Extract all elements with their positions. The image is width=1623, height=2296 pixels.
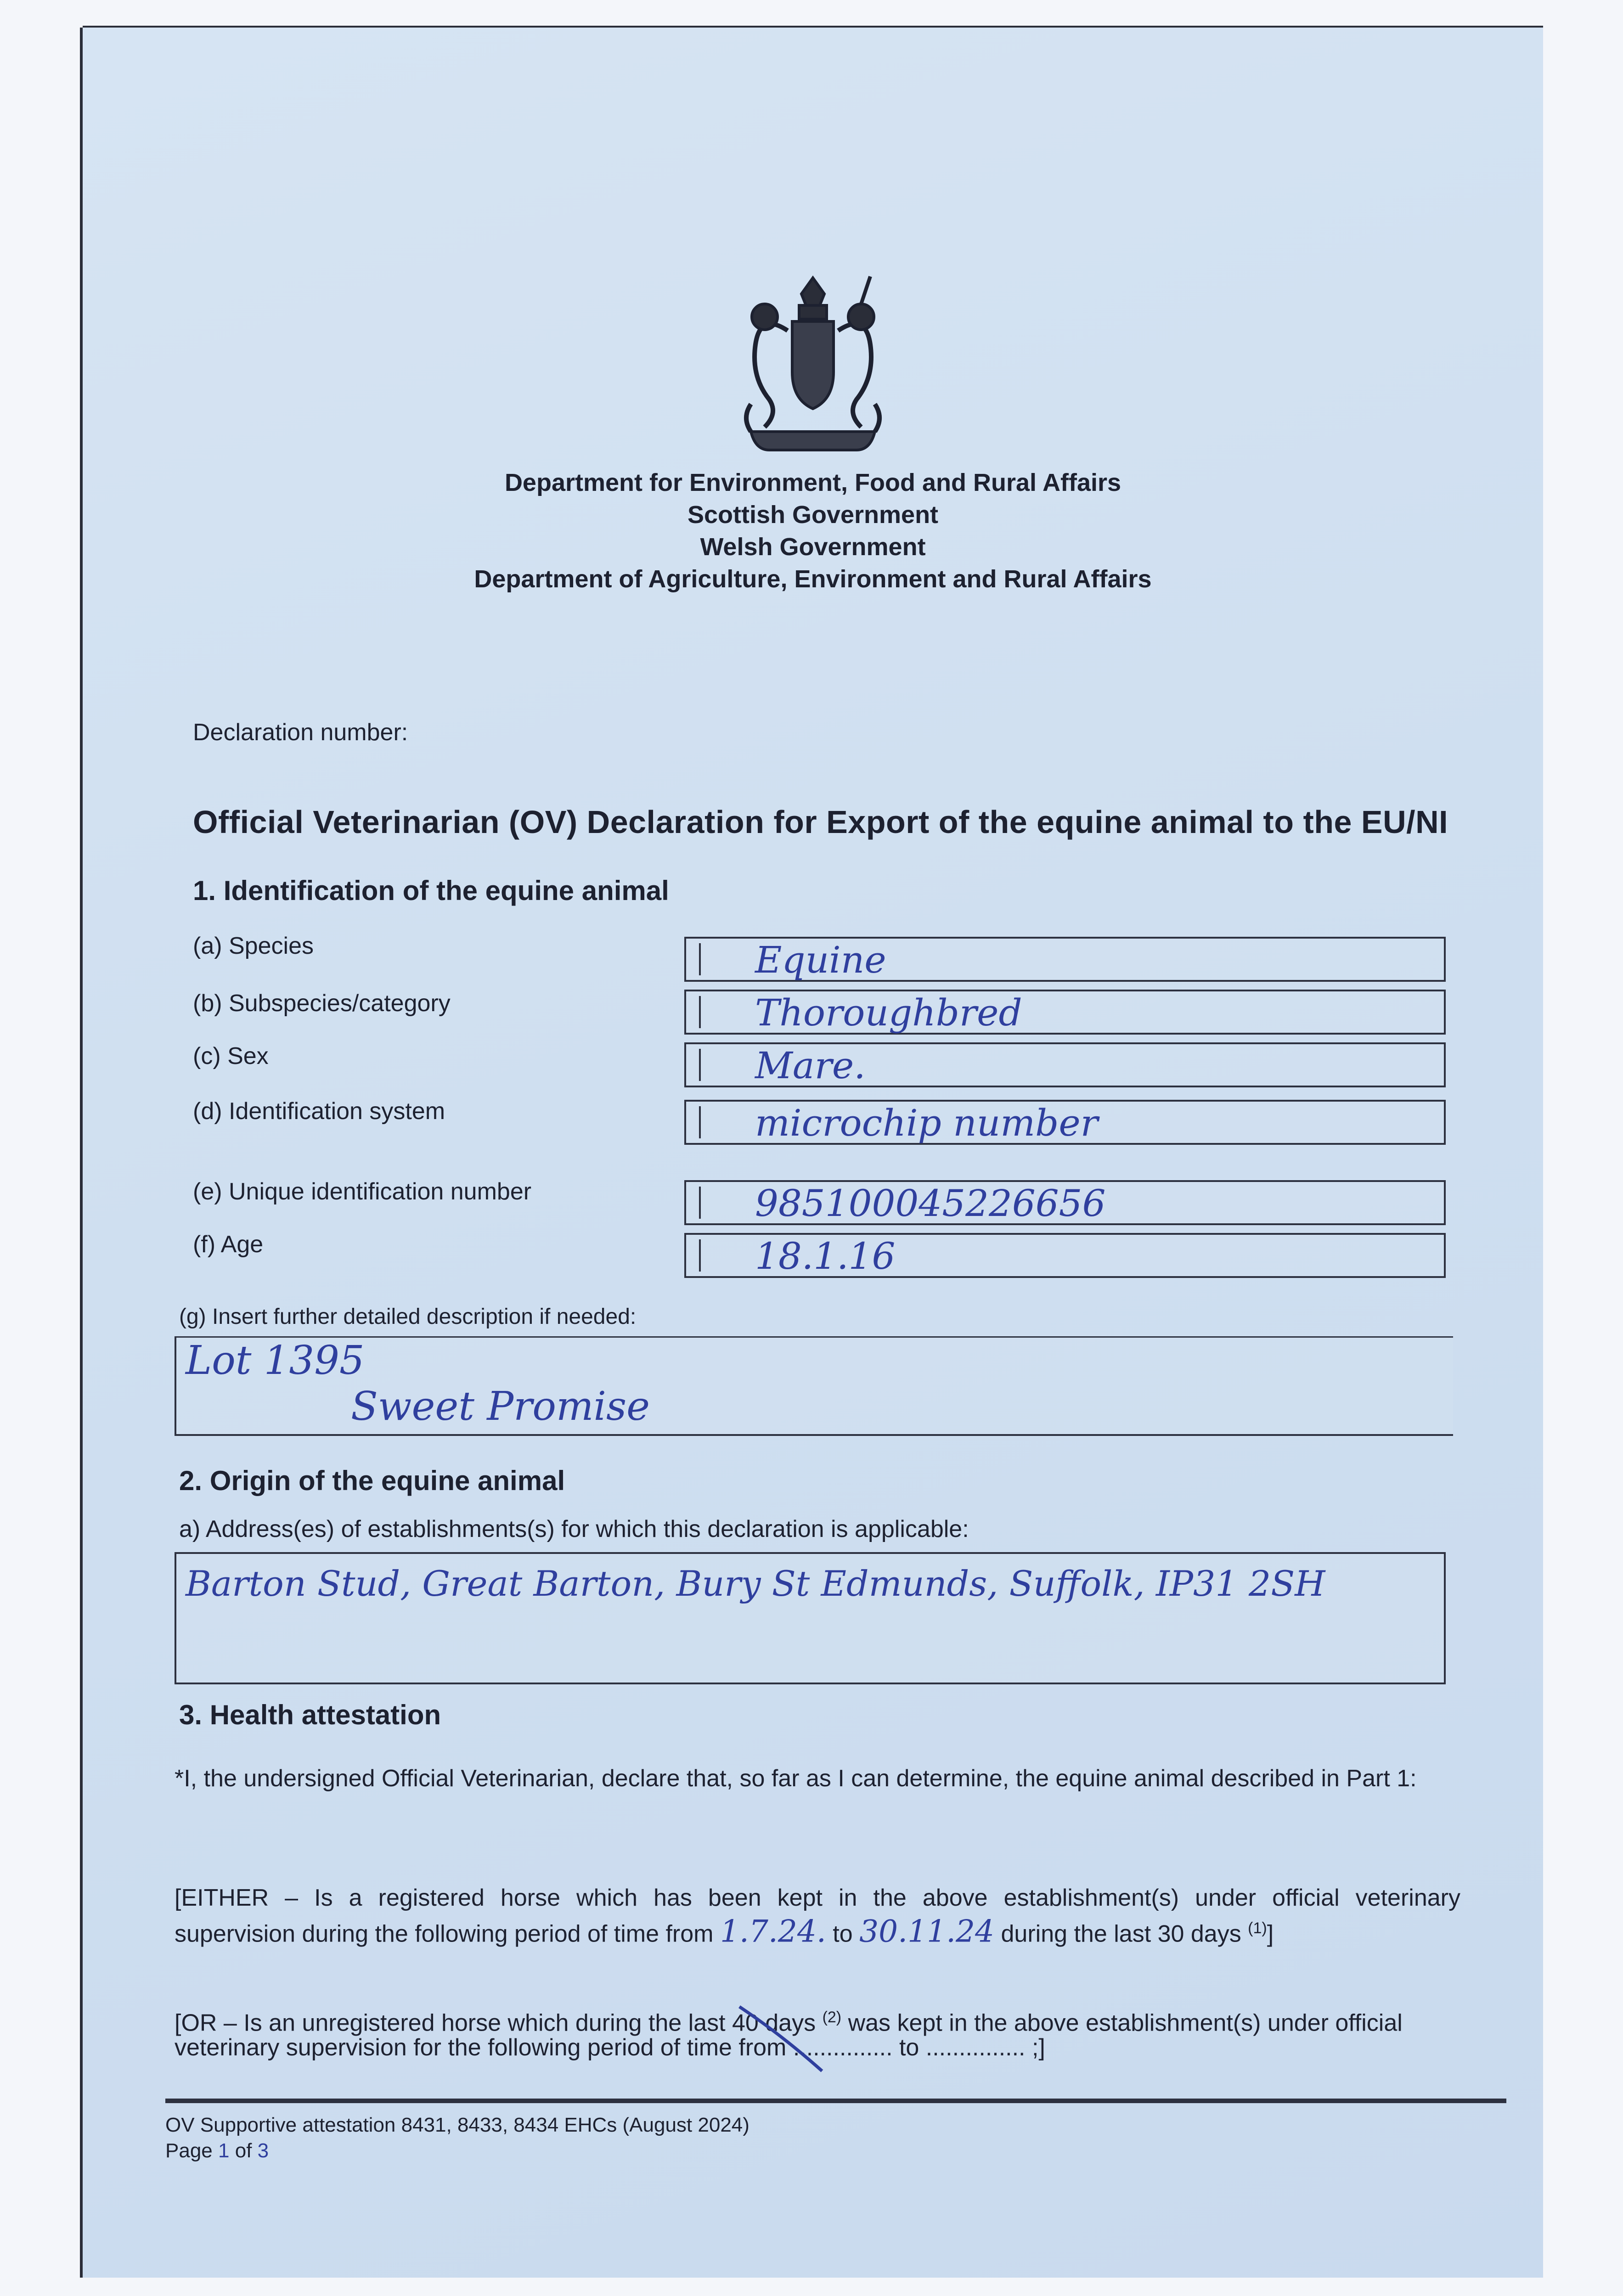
- either-close-bracket: ]: [1267, 1920, 1274, 1947]
- strike-through-mark: [735, 1998, 827, 2076]
- footer-form-reference: OV Supportive attestation 8431, 8433, 8434 EHCs (August 2024): [165, 2114, 750, 2136]
- attestation-intro: *I, the undersigned Official Veterinarian, declare that, so far as I can determine, the equine animal described in Part 1:: [175, 1765, 1417, 1792]
- field-marker: [699, 1187, 701, 1219]
- further-description-line-1: Lot 1395: [186, 1338, 365, 1384]
- page-prefix: Page: [165, 2139, 213, 2162]
- unique-id-field[interactable]: [684, 1180, 1446, 1225]
- or-footnote-ref: (2): [822, 2009, 842, 2026]
- field-marker: [699, 943, 701, 975]
- declaration-number-label: Declaration number:: [193, 719, 408, 746]
- either-prefix: supervision during the following period of time from: [175, 1920, 714, 1947]
- footer-rule: [165, 2099, 1506, 2103]
- department-name-3: Welsh Government: [700, 533, 926, 561]
- address-label: a) Address(es) of establishments(s) for which this declaration is applicable:: [179, 1516, 969, 1542]
- either-footnote-ref: (1): [1248, 1919, 1267, 1937]
- subspecies-label: (b) Subspecies/category: [193, 990, 451, 1017]
- department-name-4: Department of Agriculture, Environment and Rural Affairs: [474, 565, 1152, 593]
- department-name-1: Department for Environment, Food and Rural Affairs: [504, 469, 1121, 496]
- footer-page-number: [165, 2138, 269, 2164]
- identification-system-value: microchip number: [755, 1102, 1098, 1144]
- further-description-label: (g) Insert further detailed description if needed:: [179, 1305, 637, 1329]
- age-label: (f) Age: [193, 1231, 264, 1258]
- unique-id-label: (e) Unique identification number: [193, 1178, 532, 1205]
- or-suffix: was kept in the above establishment(s) under official: [848, 2009, 1403, 2037]
- either-clause-line-2: [175, 1913, 1460, 1949]
- section-1-heading: 1. Identification of the equine animal: [193, 875, 669, 906]
- address-value: Barton Stud, Great Barton, Bury St Edmunds, Suffolk, IP31 2SH: [186, 1563, 1325, 1604]
- page-mid: of: [235, 2139, 252, 2162]
- sex-label: (c) Sex: [193, 1043, 269, 1069]
- identification-system-label: (d) Identification system: [193, 1098, 445, 1125]
- field-marker: [699, 1239, 701, 1272]
- field-marker: [699, 1049, 701, 1081]
- section-2-heading: 2. Origin of the equine animal: [179, 1465, 565, 1496]
- section-3-heading: 3. Health attestation: [179, 1699, 441, 1730]
- age-value: 18.1.16: [755, 1235, 896, 1277]
- document-title: Official Veterinarian (OV) Declaration for Export of the equine animal to the EU/NI: [193, 804, 1448, 840]
- either-to-word: to: [833, 1920, 853, 1947]
- further-description-line-2: Sweet Promise: [351, 1384, 650, 1429]
- address-field[interactable]: [175, 1552, 1446, 1684]
- further-description-field[interactable]: [175, 1336, 1453, 1436]
- field-marker: [699, 996, 701, 1028]
- age-field[interactable]: [684, 1233, 1446, 1278]
- species-field[interactable]: [684, 937, 1446, 982]
- field-marker: [699, 1106, 701, 1138]
- sex-value: Mare.: [755, 1044, 866, 1087]
- either-suffix: during the last 30 days: [1001, 1920, 1241, 1947]
- department-name-2: Scottish Government: [687, 501, 939, 529]
- page-current: 1: [218, 2139, 230, 2162]
- unique-id-value: 985100045226656: [755, 1182, 1106, 1225]
- either-to-date: 30.11.24: [859, 1913, 995, 1949]
- identification-system-field[interactable]: [684, 1100, 1446, 1145]
- either-clause-line-1: [EITHER – Is a registered horse which has been kept in the above establishment(s) under official veterinary: [175, 1885, 1460, 1911]
- page-total: 3: [257, 2139, 269, 2162]
- royal-coat-of-arms-emblem: [723, 266, 902, 459]
- or-clause-line-2: veterinary supervision for the following period of time from ............... to ............... ;]: [175, 2034, 1045, 2061]
- subspecies-field[interactable]: [684, 990, 1446, 1035]
- sex-field[interactable]: [684, 1042, 1446, 1087]
- species-value: Equine: [755, 939, 886, 981]
- document-page: [83, 28, 1543, 2278]
- or-prefix: [OR – Is an unregistered horse which during the last 40 days: [175, 2009, 816, 2037]
- subspecies-value: Thoroughbred: [755, 991, 1022, 1034]
- species-label: (a) Species: [193, 933, 314, 959]
- either-from-date: 1.7.24.: [720, 1913, 826, 1949]
